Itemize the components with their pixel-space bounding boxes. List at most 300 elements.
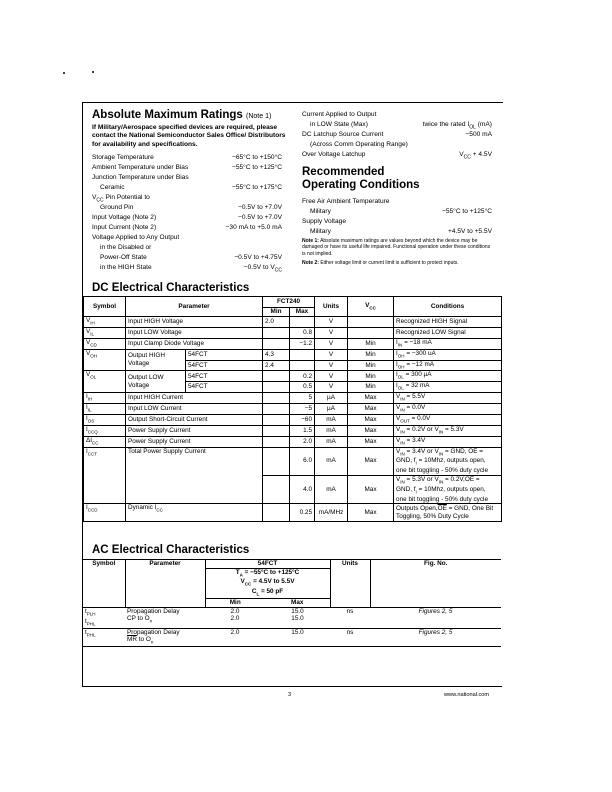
dc-max: 1.5 (290, 425, 315, 436)
dc-max: 0.8 (290, 327, 315, 338)
dc-param: Input LOW Current (126, 404, 263, 415)
vcc-pin-label (92, 194, 150, 204)
cond-sub: OH (397, 352, 405, 358)
dc-device: 54FCT (186, 382, 263, 393)
dc-cond (394, 425, 502, 436)
sym-sub: OS (87, 418, 95, 424)
dc-cond (394, 414, 502, 425)
low-state-value (400, 121, 492, 131)
vcc-pin-v: V (92, 194, 97, 201)
ac-h-symbol: Symbol (83, 560, 125, 608)
low-state-value-text: twice the rated I (422, 121, 470, 128)
cond-main: I (396, 349, 398, 357)
sym-main: I (86, 447, 88, 455)
ac-h-device: 54FCT (205, 560, 330, 569)
dc-vcc: Max (348, 404, 394, 415)
cond-end: = −18 mA (402, 338, 432, 346)
table-row (84, 447, 502, 475)
dc-vcc: Min (348, 349, 394, 360)
table-row (84, 317, 502, 328)
cond-end: = 3.4V (404, 436, 426, 444)
sym-main: I (86, 393, 88, 401)
sym-sub: IH (87, 396, 93, 402)
dc-sym (84, 317, 126, 328)
military-temp-value: −55°C to +125°C (442, 208, 492, 215)
dc-units: V (315, 338, 348, 349)
over-voltage-value (420, 151, 492, 161)
cond-end: = 300 µA (403, 371, 432, 379)
cond-d: = (474, 475, 480, 483)
cond-main: V (396, 393, 401, 401)
cond-c: Toggling, 50% Duty Cycle (396, 512, 469, 520)
ground-pin-value: −0.5V to +7.0V (238, 204, 282, 211)
dc-vcc: Max (348, 393, 394, 404)
sym-a-sub: PLH (86, 611, 96, 617)
ac-h-max: Max (265, 599, 330, 608)
table-row (84, 349, 502, 360)
amr-title (92, 109, 271, 123)
ac-cond-vcc (205, 578, 330, 588)
military-volt-label: Military (310, 228, 331, 235)
dc-min (263, 475, 290, 503)
table-row (84, 425, 502, 436)
dc-max: 6.0 (290, 447, 315, 475)
min-2: 2.0 (230, 615, 240, 623)
ac-cond-ta-a: T (235, 568, 240, 576)
dc-max: −60 (290, 414, 315, 425)
dc-h-param: Parameter (126, 297, 263, 317)
cond-a: Outputs Open, (396, 505, 438, 513)
latchup-label: DC Latchup Source Current (302, 131, 384, 138)
over-voltage-value-text: V (459, 151, 464, 158)
ac-title: AC Electrical Characteristics (92, 544, 250, 556)
dc-device: 54FCT (186, 360, 263, 371)
ac-cond-cl (205, 588, 330, 598)
dc-param: Power Supply Current (126, 425, 263, 436)
dc-device: 54FCT (186, 371, 263, 382)
ac-cond-ta-sub: A (239, 571, 243, 577)
dc-sym (84, 349, 126, 371)
voltage-applied-label: Voltage Applied to Any Output (92, 234, 180, 241)
sym-sub: CD (90, 342, 97, 348)
cond-end: = 0.0V (409, 414, 431, 422)
table-row (84, 393, 502, 404)
dc-table (83, 296, 502, 522)
sym-main: V (86, 327, 91, 335)
low-state-value-end: (mA) (475, 121, 492, 128)
note-2-head: Note 2: (302, 260, 319, 266)
table-row (84, 414, 502, 425)
cond-sub: OH (397, 363, 405, 369)
sym-b-sub: PHL (86, 620, 96, 626)
ac-cond-vcc-sub: CC (244, 581, 252, 587)
dc-cond (394, 371, 502, 382)
input-voltage-label: Input Voltage (Note 2) (92, 214, 157, 221)
dc-min: 4.3 (263, 349, 290, 360)
dc-vcc: Min (348, 338, 394, 349)
param-sub: n (149, 618, 153, 624)
sym-sub: IL (90, 331, 95, 337)
ac-sym (83, 607, 125, 628)
ac-h-param: Parameter (125, 560, 205, 608)
ac-h-units: Units (330, 560, 370, 608)
roc-title: Recommended Operating Conditions (302, 166, 420, 191)
cond-e: GND, f (396, 457, 416, 465)
dc-units: mA (315, 436, 348, 447)
ceramic-value: −55°C to +175°C (232, 184, 282, 191)
cond-main: I (396, 360, 398, 368)
current-applied-label: Current Applied to Output (302, 111, 377, 118)
dc-vcc: Max (348, 436, 394, 447)
dc-sym (84, 447, 126, 504)
dc-h-max: Max (290, 308, 315, 317)
dc-param: Input Clamp Diode Voltage (126, 338, 263, 349)
cond-end: = 5.5V (404, 393, 426, 401)
table-row (84, 504, 502, 522)
min-1: 2.0 (230, 607, 240, 615)
dc-h-symbol: Symbol (84, 297, 126, 317)
amr-title-note: (Note 1) (246, 113, 272, 120)
dc-max: 5 (290, 393, 315, 404)
dc-h-fct240: FCT240 (263, 297, 315, 308)
dc-min (263, 436, 290, 447)
dc-vcc: Max (348, 447, 394, 475)
dc-param: Input LOW Voltage (126, 327, 263, 338)
cond-b: = 3.4V or V (404, 447, 439, 455)
dc-max (290, 317, 315, 328)
vcc-pin-sub: CC (96, 197, 104, 204)
cond-sub: OUT (400, 418, 410, 424)
dc-units: mA (315, 425, 348, 436)
dc-vcc: Min (348, 360, 394, 371)
dc-units: mA (315, 447, 348, 475)
dc-cond (394, 338, 502, 349)
dc-cond (394, 504, 502, 522)
dc-cond (394, 382, 502, 393)
ac-cond-vcc-b: = 4.5V to 5.5V (251, 578, 295, 586)
dc-vcc: Min (348, 371, 394, 382)
dc-sym (84, 504, 126, 522)
dc-vcc: Max (348, 504, 394, 522)
cond-a-sub: IN (400, 450, 405, 456)
junction-temp-label: Junction Temperature under Bias (92, 174, 189, 181)
dc-min (263, 371, 290, 382)
dc-cond (394, 393, 502, 404)
ambient-temp-value: −55°C to +125°C (232, 164, 282, 171)
dc-h-vcc-sub: CC (369, 304, 376, 310)
dc-cond (394, 475, 502, 503)
param-main: Dynamic I (128, 504, 157, 512)
dc-units: V (315, 349, 348, 360)
dc-sym (84, 338, 126, 349)
dc-h-min: Min (263, 308, 290, 317)
dc-sym (84, 414, 126, 425)
dc-vcc: Max (348, 414, 394, 425)
ac-param (125, 607, 205, 628)
note-2-text: Either voltage limit or current limit is sufficient to protect inputs. (318, 260, 459, 266)
cond-main: I (396, 382, 398, 390)
cond-e-sub: I (415, 460, 417, 466)
dc-h-vcc (348, 297, 394, 317)
dc-units: V (315, 360, 348, 371)
sym-sub: IL (87, 407, 92, 413)
cond-a-sub: IN (400, 429, 405, 435)
sym-a-sub: PHL (86, 631, 96, 637)
dc-h-vcc-v: V (365, 301, 370, 309)
dc-max: 0.2 (290, 371, 315, 382)
ac-min: 2.0 (205, 628, 265, 646)
low-state-value-sub: OL (469, 124, 476, 131)
dc-h-conditions: Conditions (394, 297, 502, 317)
dc-sym (84, 436, 126, 447)
note-1-text: Absolute maximum ratings are values beyond which the device may be damaged or have its useful life impaired. Functional operation under these conditions is not implied. (302, 238, 491, 257)
param-line-1: Output LOW (128, 374, 164, 382)
high-state-value-sub: CC (274, 267, 282, 274)
disabled-label: in the Disabled or (100, 244, 152, 251)
ac-cond-vcc-a: V (240, 578, 245, 586)
param-line-2: to O (136, 636, 151, 644)
cond-oe: $\overline{OE}$ (437, 505, 447, 513)
dc-param (126, 504, 263, 522)
sym-sub: IH (90, 320, 95, 326)
cond-g: one bit toggling - 50% duty cycle (396, 467, 489, 475)
cond-oe: $\overline{OE}$ (464, 475, 475, 483)
input-current-label: Input Current (Note 2) (92, 224, 157, 231)
dc-units: V (315, 382, 348, 393)
sym-sub: CCT (87, 450, 98, 456)
ac-fig: Figures 2, 5 (370, 628, 501, 646)
ac-sym (83, 628, 125, 646)
ac-max (265, 607, 330, 628)
note-2 (302, 260, 494, 266)
sym-main: I (86, 404, 88, 411)
ac-units: ns (330, 607, 370, 628)
cond-main: V (396, 436, 401, 444)
dc-min (263, 504, 290, 522)
ac-param (125, 628, 205, 646)
ac-cond-ta (205, 568, 330, 578)
dc-vcc: Max (348, 425, 394, 436)
sym-sub: CCQ (87, 429, 98, 435)
dc-max: 4.0 (290, 475, 315, 503)
sym-a: t (85, 628, 87, 636)
dc-sym (84, 404, 126, 415)
table-row (83, 607, 501, 628)
dc-min (263, 404, 290, 415)
dc-vcc: Min (348, 382, 394, 393)
ac-cond-ta-b: = −55°C to +125°C (242, 568, 300, 576)
cond-end: = −12 mA (404, 360, 435, 368)
table-row (83, 628, 501, 646)
dc-cond: Recognized LOW Signal (394, 327, 502, 338)
dc-units: mA (315, 475, 348, 503)
sym-sub: CC (92, 439, 99, 445)
dc-units: mA/MHz (315, 504, 348, 522)
dc-sym (84, 425, 126, 436)
cond-a: V (396, 447, 401, 455)
note-1 (302, 238, 494, 257)
cond-sub: IN (397, 342, 403, 348)
cond-sub: IN (400, 439, 405, 445)
dc-title: DC Electrical Characteristics (92, 282, 250, 294)
cond-sub: OL (397, 385, 404, 391)
cond-d: = (477, 447, 484, 455)
param-sub: CC (156, 507, 163, 513)
dc-vcc (348, 327, 394, 338)
ceramic-label: Ceramic (100, 184, 125, 191)
dc-min (263, 382, 290, 393)
dc-param: Total Power Supply Current (126, 447, 263, 504)
cond-oe: $\overline{OE}$ (468, 447, 478, 455)
page-dot-right (92, 71, 94, 73)
dc-param: Input HIGH Current (126, 393, 263, 404)
dc-h-units: Units (315, 297, 348, 317)
dc-max: 0.5 (290, 382, 315, 393)
cond-sub: OL (397, 374, 404, 380)
cond-a-sub: IN (400, 479, 405, 485)
cond-a: V (396, 425, 401, 433)
sym-main: V (86, 317, 91, 324)
dc-min (263, 327, 290, 338)
cond-b: = 5.3V or V (404, 475, 439, 483)
ac-min (205, 607, 265, 628)
sym-main: I (86, 425, 88, 433)
dc-param (126, 371, 186, 393)
sym-a: t (85, 607, 87, 615)
dc-max: −1.2 (290, 338, 315, 349)
vcc-pin-rest: Pin Potential to (103, 194, 150, 201)
cond-g: one bit toggling - 50% duty cycle (396, 495, 489, 503)
dc-cond (394, 349, 502, 360)
sym-main: I (86, 414, 88, 422)
dc-param (126, 349, 186, 371)
footer-site: www.national.com (444, 692, 490, 698)
dc-units: µA (315, 404, 348, 415)
dc-sym (84, 393, 126, 404)
dc-units: V (315, 317, 348, 328)
power-off-label: Power-Off State (100, 254, 147, 261)
cond-sub: IN (400, 407, 405, 413)
dc-min (263, 425, 290, 436)
cond-b-sub: IN (438, 450, 444, 456)
dc-min (263, 393, 290, 404)
cond-end: = 0.0V (404, 404, 426, 411)
dc-cond (394, 447, 502, 475)
ac-fig: Figures 2, 5 (370, 607, 501, 628)
cond-c: = 5.3V (443, 425, 464, 433)
cond-end: = 32 mA (403, 382, 430, 390)
amr-title-text: Absolute Maximum Ratings (92, 109, 243, 121)
dc-cond (394, 404, 502, 415)
sym-main: V (86, 349, 91, 357)
dc-min: 2.0 (263, 317, 290, 328)
cond-b: = GND, One Bit (446, 505, 494, 513)
cond-main: V (396, 414, 401, 422)
cond-e: GND, f (396, 485, 416, 493)
over-voltage-label: Over Voltage Latchup (302, 151, 366, 158)
dc-min: 2.4 (263, 360, 290, 371)
high-state-value (190, 264, 282, 274)
page-number: 3 (288, 692, 292, 698)
table-row (84, 338, 502, 349)
ac-max: 15.0 (265, 628, 330, 646)
sym-main: V (86, 338, 91, 346)
ac-cond-cl-b: = 50 pF (259, 588, 284, 596)
sym-sub: OH (90, 352, 98, 358)
param-mr: $\overline{MR}$ (127, 636, 137, 644)
across-label: (Across Comm Operating Range) (310, 141, 408, 148)
cond-f: = 10Mhz, outputs open, (416, 485, 486, 493)
cond-sub: IN (400, 396, 405, 402)
sym-main: I (86, 504, 88, 512)
amr-intro: If Military/Aerospace specified devices are required, please contact the National Semiconductor Sales Office/ Distributors for availability and specifications. (92, 124, 286, 148)
param-line-1: Propagation Delay (127, 607, 180, 615)
sym-sub: CCD (87, 507, 98, 513)
page-dot-left (63, 72, 65, 74)
max-1: 15.0 (291, 607, 304, 615)
dc-cond (394, 436, 502, 447)
cond-main: V (396, 404, 401, 411)
param-line-1: Output HIGH (128, 352, 165, 360)
table-row (84, 327, 502, 338)
max-2: 15.0 (291, 615, 304, 623)
latchup-value: −500 mA (465, 131, 492, 138)
param-sub: n (150, 639, 154, 645)
cond-b: = 0.2V or V (404, 425, 439, 433)
storage-temp-value: −65°C to +150°C (232, 154, 282, 161)
supply-voltage-label: Supply Voltage (302, 218, 346, 225)
footer-rule (82, 686, 502, 687)
cond-main: I (396, 371, 398, 379)
dc-units: V (315, 371, 348, 382)
cond-f: = 10Mhz, outputs open, (416, 457, 486, 465)
dc-sym (84, 371, 126, 393)
power-off-value: −0.5V to +4.75V (234, 254, 282, 261)
cond-b-sub: IN (438, 429, 444, 435)
free-air-label: Free Air Ambient Temperature (302, 198, 390, 205)
dc-max: 2.0 (290, 436, 315, 447)
ac-units: ns (330, 628, 370, 646)
sym-main: ΔI (86, 436, 93, 444)
cond-b-sub: IN (438, 479, 444, 485)
table-row (84, 436, 502, 447)
ac-cond-cl-a: C (251, 588, 257, 596)
over-voltage-value-sub: CC (463, 154, 471, 161)
over-voltage-value-end: + 4.5V (470, 151, 492, 158)
dc-max: 0.25 (290, 504, 315, 522)
dc-vcc: Max (348, 475, 394, 503)
param-line-2: Voltage (128, 381, 150, 389)
dc-device: 54FCT (186, 349, 263, 360)
param-line-1: Propagation Delay (127, 628, 180, 636)
ground-pin-label: Ground Pin (100, 204, 134, 211)
ac-cond-cl-sub: L (256, 591, 260, 597)
sym-sub: OL (90, 374, 97, 380)
ac-h-min: Min (205, 599, 265, 608)
military-temp-label: Military (310, 208, 331, 215)
param-line-2: CP to O (127, 615, 150, 623)
dc-min (263, 338, 290, 349)
dc-param: Output Short-Circuit Current (126, 414, 263, 425)
dc-cond (394, 360, 502, 371)
cond-main: I (396, 338, 398, 346)
dc-min (263, 447, 290, 475)
dc-units: µA (315, 393, 348, 404)
dc-param: Input HIGH Voltage (126, 317, 263, 328)
dc-cond: Recognized HIGH Signal (394, 317, 502, 328)
ambient-temp-label: Ambient Temperature under Bias (92, 164, 189, 171)
dc-max: −5 (290, 404, 315, 415)
